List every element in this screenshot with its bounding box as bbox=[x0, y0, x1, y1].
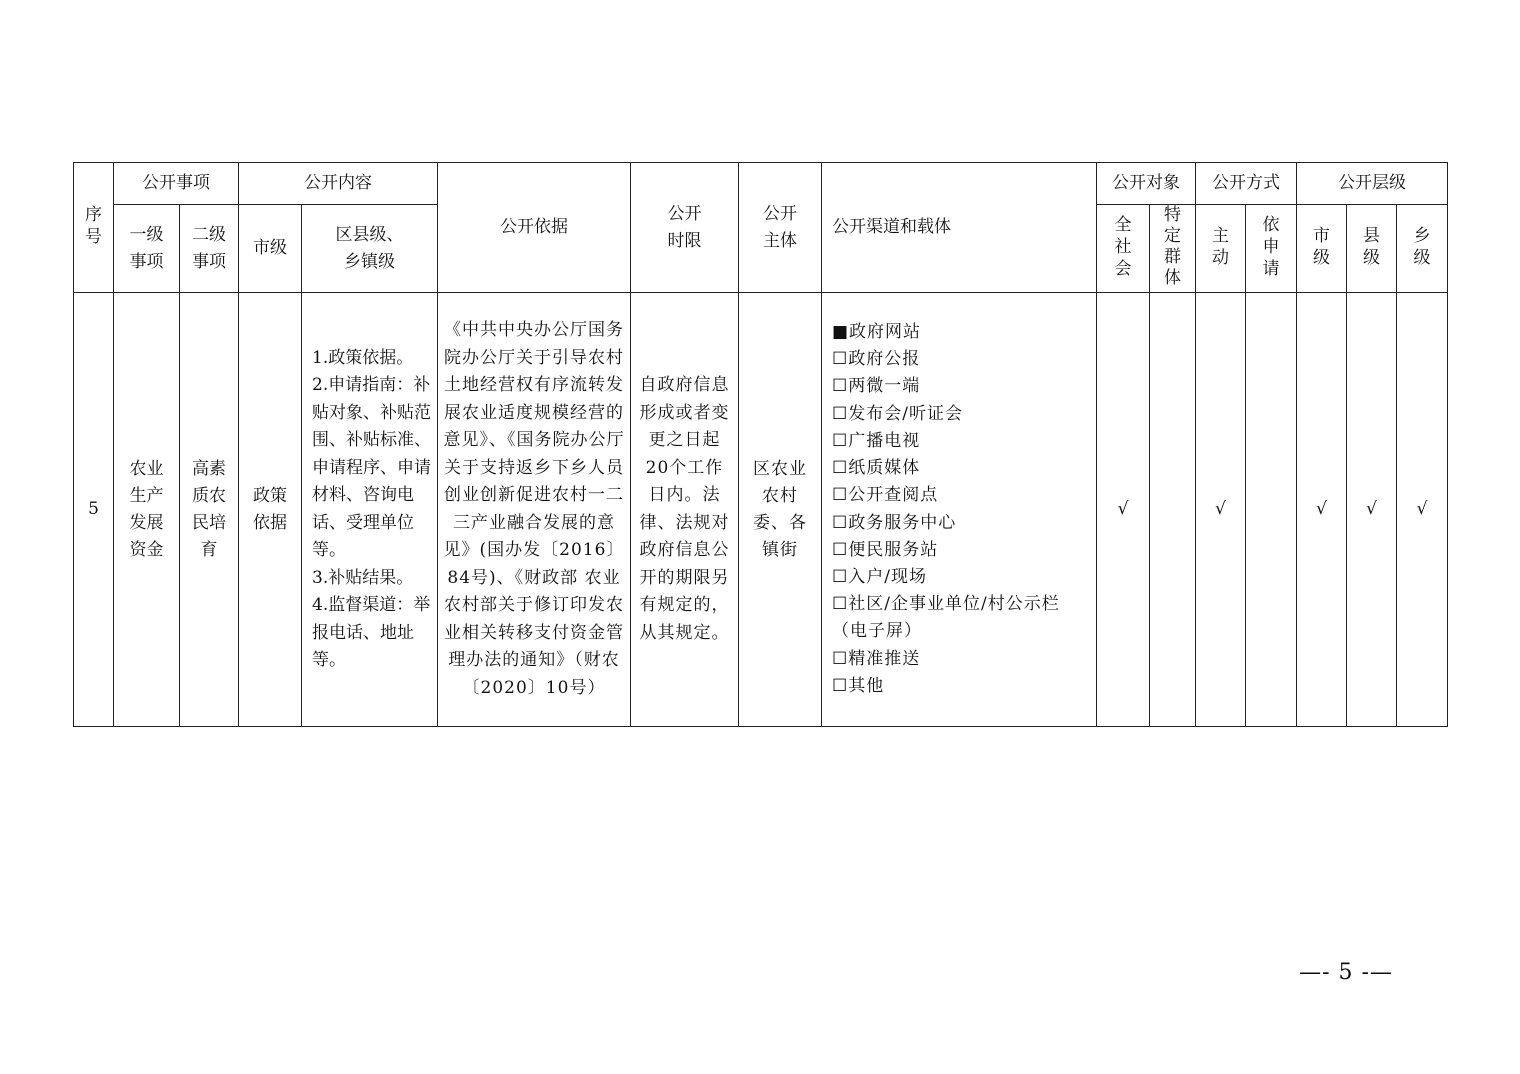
channel-item: ☐政务服务中心 bbox=[832, 512, 957, 533]
cell-basis: 《中共中央办公厅国务院办公厅关于引导农村土地经营权有序流转发展农业适度规模经营的意见》、《国务院办公厅关于支持返乡下乡人员创业创新促进农村一二三产业融合发展的意见》(国办发〔2016〕84号)、《财政部 农业农村部关于修订印发农业相关转移支付资金管理办法的通知》（财农〔2020〕10号） bbox=[438, 293, 631, 727]
channel-item: ☐纸质媒体 bbox=[832, 458, 921, 479]
cell-city-level: 政策依据 bbox=[239, 293, 302, 727]
cell-target-specific bbox=[1150, 293, 1196, 727]
header-target-all: 全社会 bbox=[1097, 205, 1150, 293]
page-number: —- 5 -— bbox=[1299, 960, 1393, 985]
header-tier-town: 乡级 bbox=[1397, 205, 1448, 293]
header-basis: 公开依据 bbox=[438, 163, 631, 293]
list-item: 3.补贴结果。 bbox=[312, 567, 414, 588]
channel-item: ☐社区/企事业单位/村公示栏（电子屏） bbox=[832, 594, 1060, 642]
channel-item: ☐入户/现场 bbox=[832, 566, 927, 587]
header-seq: 序号 bbox=[74, 163, 114, 293]
cell-method-active: √ bbox=[1196, 293, 1246, 727]
header-method-group: 公开方式 bbox=[1196, 163, 1297, 205]
channel-item: ☐其他 bbox=[832, 675, 885, 696]
list-item: 2.申请指南：补贴对象、补贴范围、补贴标准、申请程序、申请材料、咨询电话、受理单位等。 bbox=[312, 375, 431, 560]
cell-seq: 5 bbox=[74, 293, 114, 727]
table-row bbox=[74, 293, 1448, 727]
header-channels: 公开渠道和载体 bbox=[822, 163, 1097, 293]
header-city-level: 市级 bbox=[239, 205, 302, 293]
channel-item: ☐广播电视 bbox=[832, 430, 921, 451]
header-tier-city: 市级 bbox=[1297, 205, 1347, 293]
cell-subject: 区农业农村委、各镇街 bbox=[739, 293, 822, 727]
cell-method-request bbox=[1246, 293, 1297, 727]
channel-item: ☐两微一端 bbox=[832, 376, 921, 397]
header-content-group: 公开内容 bbox=[239, 163, 438, 205]
header-method-active: 主动 bbox=[1196, 205, 1246, 293]
list-item: 4.监督渠道：举报电话、地址等。 bbox=[312, 595, 431, 670]
channel-item: ■政府网站 bbox=[832, 322, 922, 343]
list-item: 1.政策依据。 bbox=[312, 347, 414, 368]
header-district-level: 区县级、 乡镇级 bbox=[302, 205, 438, 293]
cell-tier-city: √ bbox=[1297, 293, 1347, 727]
disclosure-table bbox=[73, 162, 1448, 727]
cell-target-all: √ bbox=[1097, 293, 1150, 727]
header-time-limit: 公开 时限 bbox=[631, 163, 739, 293]
cell-district-content bbox=[302, 293, 438, 727]
cell-tier-county: √ bbox=[1347, 293, 1397, 727]
channel-item: ☐公开查阅点 bbox=[832, 485, 939, 506]
header-level2: 二级事项 bbox=[180, 205, 239, 293]
cell-level2: 高素质农民培育 bbox=[180, 293, 239, 727]
header-level1: 一级事项 bbox=[114, 205, 180, 293]
header-subject: 公开 主体 bbox=[739, 163, 822, 293]
cell-tier-town: √ bbox=[1397, 293, 1448, 727]
header-target-specific: 特定群体 bbox=[1150, 205, 1196, 293]
channel-item: ☐政府公报 bbox=[832, 349, 921, 370]
channel-item: ☐精准推送 bbox=[832, 648, 921, 669]
header-item-group: 公开事项 bbox=[114, 163, 239, 205]
cell-channels bbox=[822, 293, 1097, 727]
cell-level1: 农业生产发展资金 bbox=[114, 293, 180, 727]
cell-time-limit: 自政府信息形成或者变更之日起20个工作日内。法律、法规对政府信息公开的期限另有规定的，从其规定。 bbox=[631, 293, 739, 727]
header-target-group: 公开对象 bbox=[1097, 163, 1196, 205]
header-tier-group: 公开层级 bbox=[1297, 163, 1448, 205]
header-method-request: 依申请 bbox=[1246, 205, 1297, 293]
header-tier-county: 县级 bbox=[1347, 205, 1397, 293]
channel-item: ☐便民服务站 bbox=[832, 539, 939, 560]
channel-list bbox=[832, 319, 1086, 700]
channel-item: ☐发布会/听证会 bbox=[832, 403, 963, 424]
